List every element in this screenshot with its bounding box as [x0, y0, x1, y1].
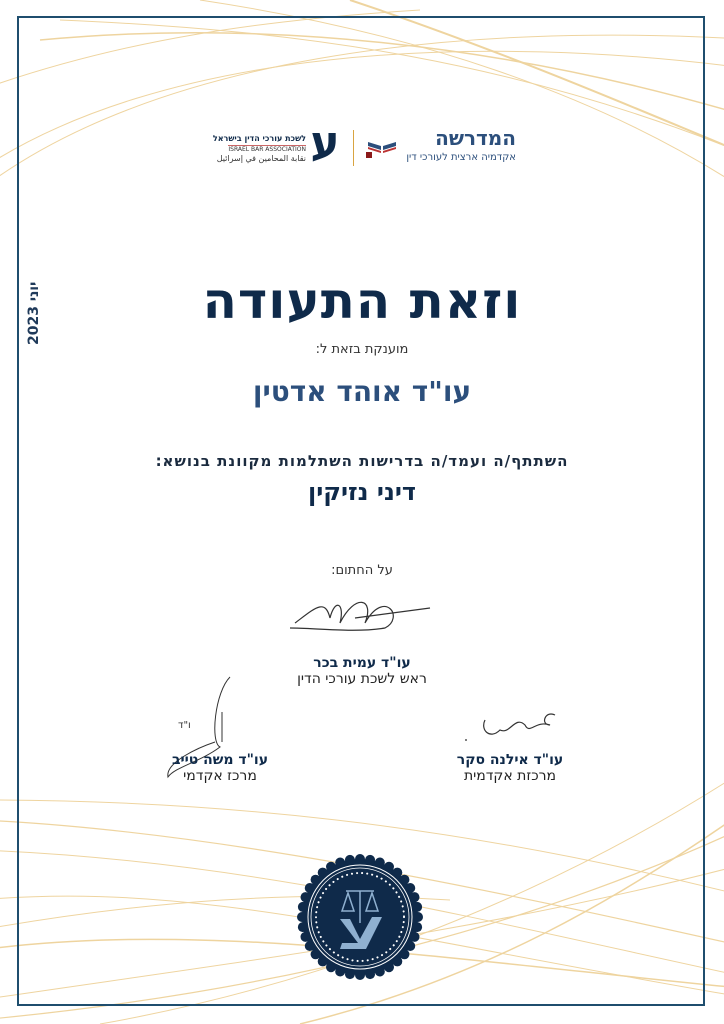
seal-tooth	[375, 857, 385, 867]
seal-tooth	[311, 875, 321, 885]
seal-tooth	[298, 902, 308, 912]
seal-tooth	[335, 967, 345, 977]
bar-association-seal	[296, 853, 424, 981]
header-logos	[200, 108, 520, 172]
seal-tooth	[405, 883, 415, 893]
signatory-role: ראש לשכת עורכי הדין	[297, 671, 427, 687]
seal-tooth	[305, 883, 315, 893]
seal-tooth	[384, 862, 394, 872]
seal-tooth	[413, 912, 423, 922]
midrasha-title: המדרשה	[435, 126, 516, 150]
seal-tooth	[297, 912, 307, 922]
signatory-name: עו"ד אילנה סקר	[456, 752, 564, 768]
svg-text:ו"ד: ו"ד	[178, 720, 191, 731]
seal-tooth	[412, 902, 422, 912]
signatory-academic-1	[150, 752, 290, 784]
seal-tooth	[365, 969, 375, 979]
signature-bar-head	[285, 588, 435, 648]
ibar-hebrew: לשכת עורכי הדין בישראל	[212, 134, 306, 143]
course-name: דיני נזיקין	[308, 478, 416, 506]
seal-tooth	[300, 932, 310, 942]
signatory-head	[0, 655, 724, 687]
logo-divider	[353, 130, 354, 166]
seal-tooth	[345, 969, 355, 979]
signatory-academic-2	[440, 752, 580, 784]
ibar-english: ISRAEL BAR ASSOCIATION	[228, 146, 306, 153]
certificate-title: וזאת התעודה	[202, 272, 522, 330]
awarded-to-label: מוענקת בזאת ל:	[315, 342, 409, 357]
seal-tooth	[399, 875, 409, 885]
signatory-name: עו"ד משה טייב	[171, 752, 269, 768]
signatory-role: מרכז אקדמי	[183, 768, 257, 784]
recipient-name: עו"ד אוהד אדטין	[252, 375, 472, 408]
seal-tooth	[392, 956, 402, 966]
seal-tooth	[392, 868, 402, 878]
seal-tooth	[384, 962, 394, 972]
israel-bar-logo	[200, 114, 340, 174]
seal-tooth	[410, 892, 420, 902]
seal-tooth	[345, 855, 355, 865]
signed-label: על החתום:	[331, 563, 393, 578]
signatory-role: מרכזת אקדמית	[463, 768, 557, 784]
seal-tooth	[326, 862, 336, 872]
signature-academic-2	[455, 705, 565, 750]
seal-tooth	[355, 854, 365, 864]
seal-tooth	[318, 956, 328, 966]
seal-tooth	[335, 857, 345, 867]
seal-tooth	[412, 922, 422, 932]
seal-tooth	[365, 855, 375, 865]
open-book-icon	[366, 136, 398, 158]
midrasha-subtitle: אקדמיה ארצית לעורכי דין	[406, 152, 516, 163]
seal-tooth	[355, 970, 365, 980]
participation-text: השתתף/ה ועמד/ה בדרישות השתלמות מקוונת בנושא:	[155, 452, 569, 470]
seal-tooth	[300, 892, 310, 902]
seal-tooth	[305, 941, 315, 951]
seal-tooth	[410, 932, 420, 942]
seal-tooth	[311, 949, 321, 959]
seal-tooth	[318, 868, 328, 878]
ibar-arabic: نقابة المحامين في إسرائيل	[216, 154, 306, 163]
seal-tooth	[375, 967, 385, 977]
seal-tooth	[326, 962, 336, 972]
signatory-name: עו"ד עמית בכר	[313, 655, 411, 671]
seal-tooth	[298, 922, 308, 932]
scales-letter-icon: ע	[310, 117, 340, 168]
seal-tooth	[405, 941, 415, 951]
midrasha-logo	[366, 124, 516, 172]
seal-tooth	[399, 949, 409, 959]
issue-date: יוני 2023	[26, 281, 42, 345]
